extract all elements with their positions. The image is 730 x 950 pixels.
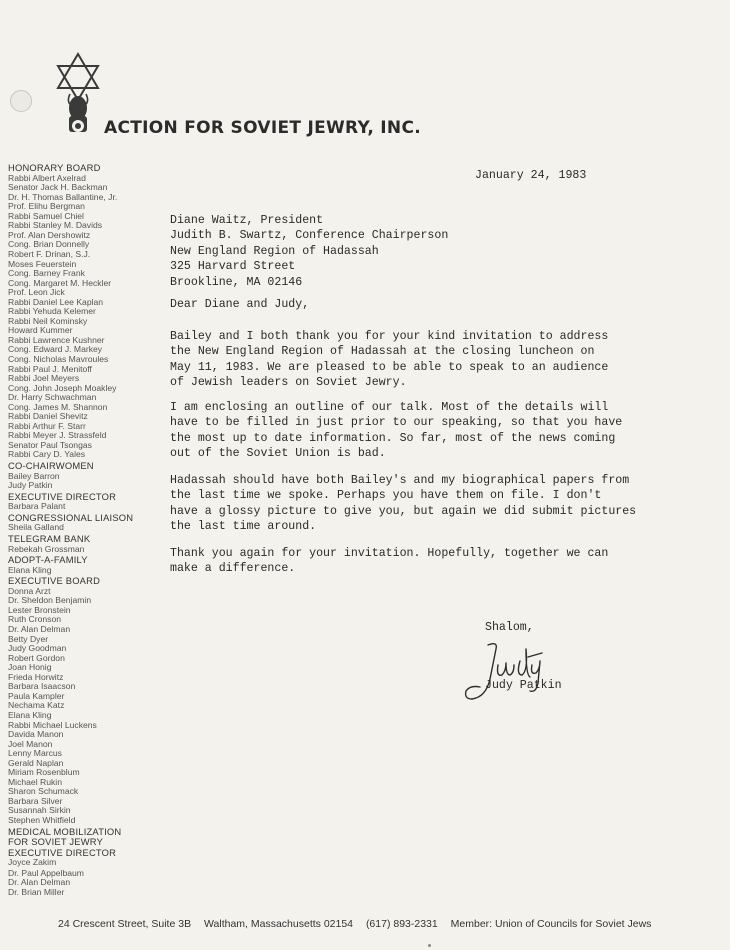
board-member-name: Senator Jack H. Backman — [8, 182, 108, 193]
board-member-name: Rabbi Albert Axelrad — [8, 172, 86, 183]
paragraph-line: the most up to date information. So far, most of the news coming — [170, 431, 616, 445]
board-member-name: Rabbi Meyer J. Strassfeld — [8, 430, 107, 441]
paragraph-line: have to be filled in just prior to our speaking, so that you have — [170, 416, 623, 430]
board-member-name: Davida Manon — [8, 729, 64, 740]
paragraph-line: the last time around. — [170, 520, 317, 534]
footer-member: Member: Union of Councils for Soviet Jews — [450, 918, 652, 930]
board-member-name: Nechama Katz — [8, 700, 65, 711]
board-member-name: Miriam Rosenblum — [8, 767, 80, 778]
address-line: 325 Harvard Street — [170, 260, 296, 274]
board-member-name: Rabbi Yehuda Kelemer — [8, 306, 96, 317]
board-member-name: Cong. Brian Donnelly — [8, 239, 90, 250]
board-member-name: Barbara Isaacson — [8, 681, 76, 692]
paragraph-line: out of the Soviet Union is bad. — [170, 447, 386, 461]
board-member-name: Robert F. Drinan, S.J. — [8, 248, 91, 259]
board-member-name: Elana Kling — [8, 709, 52, 720]
board-member-name: Rabbi Paul J. Menitoff — [8, 363, 92, 374]
board-section-heading: EXECUTIVE DIRECTOR — [8, 490, 117, 502]
paragraph-line: the New England Region of Hadassah at the closing luncheon on — [170, 345, 595, 359]
board-member-name: Ruth Cronson — [8, 614, 62, 625]
address-line: Diane Waitz, President — [170, 214, 324, 227]
board-member-name: Barbara Palant — [8, 501, 66, 512]
board-member-name: Robert Gordon — [8, 652, 65, 663]
board-section-heading: EXECUTIVE DIRECTOR — [8, 846, 117, 858]
board-member-name: Dr. Sheldon Benjamin — [8, 595, 92, 606]
board-section — [8, 555, 158, 575]
closing: Shalom, — [485, 621, 534, 634]
organization-name: ACTION FOR SOVIET JEWRY, INC. — [104, 118, 421, 138]
address-line: New England Region of Hadassah — [170, 244, 379, 258]
board-member-name: Gerald Naplan — [8, 757, 64, 768]
footer-city: Waltham, Massachusetts 02154 — [204, 918, 354, 930]
recipient-address — [170, 213, 448, 290]
board-member-name: Dr. Harry Schwachman — [8, 392, 97, 403]
board-member-name: Prof. Leon Jick — [8, 287, 65, 298]
letter-date: January 24, 1983 — [475, 169, 587, 182]
paragraph-3 — [170, 473, 670, 535]
board-member-name: Prof. Alan Dershowitz — [8, 229, 91, 240]
board-section — [8, 163, 158, 460]
board-section-heading: CONGRESSIONAL LIAISON — [8, 511, 134, 523]
footer-phone: (617) 893-2331 — [365, 918, 438, 930]
board-member-name: Rabbi Samuel Chiel — [8, 210, 84, 221]
board-member-name: Howard Kummer — [8, 325, 73, 336]
paragraph-line: May 11, 1983. We are pleased to be able to speak to an audience — [170, 360, 609, 374]
board-member-name: Rabbi Stanley M. Davids — [8, 220, 103, 231]
paragraph-line: the last time we spoke. Perhaps you have them on file. I don't — [170, 489, 602, 503]
board-member-name: Elana Kling — [8, 564, 52, 575]
punch-hole — [10, 90, 32, 112]
board-member-name: Bailey Barron — [8, 470, 60, 481]
board-member-name: Cong. Barney Frank — [8, 268, 85, 279]
board-member-name: Prof. Elihu Bergman — [8, 201, 85, 212]
board-section-heading: ADOPT-A-FAMILY — [8, 554, 88, 566]
paragraph-line: Hadassah should have both Bailey's and my biographical papers from — [170, 474, 630, 487]
paragraph-line: I am enclosing an outline of our talk. Most of the details will — [170, 401, 609, 414]
board-member-name: Rabbi Joel Meyers — [8, 373, 80, 384]
board-section-heading: TELEGRAM BANK — [8, 532, 91, 544]
board-section — [8, 576, 158, 825]
board-member-name: Dr. Paul Appelbaum — [8, 867, 84, 878]
board-section-heading: CO-CHAIRWOMEN — [8, 460, 94, 471]
board-member-name: Joan Honig — [8, 662, 52, 673]
page-mark — [428, 944, 431, 947]
board-section-heading: HONORARY BOARD — [8, 162, 101, 173]
salutation: Dear Diane and Judy, — [170, 298, 310, 311]
paragraph-line: of Jewish leaders on Soviet Jewry. — [170, 376, 407, 390]
footer-address: 24 Crescent Street, Suite 3B — [58, 918, 192, 930]
board-member-name: Rabbi Michael Luckens — [8, 719, 97, 730]
board-member-name: Dr. Brian Miller — [8, 886, 65, 897]
board-member-name: Stephen Whitfield — [8, 814, 76, 825]
letterhead-footer — [58, 918, 661, 930]
board-member-name: Rabbi Neil Kominsky — [8, 315, 88, 326]
board-section — [8, 848, 158, 868]
board-member-name: Cong. Edward J. Markey — [8, 344, 103, 355]
paragraph-line: make a difference. — [170, 562, 296, 576]
board-member-name: Rabbi Arthur F. Starr — [8, 420, 86, 431]
board-member-name: Rabbi Daniel Shevitz — [8, 411, 88, 422]
board-section — [8, 869, 158, 898]
board-listing — [8, 163, 158, 897]
board-member-name: Rabbi Cary D. Yales — [8, 449, 86, 460]
paragraph-line: Bailey and I both thank you for your kind invitation to address — [170, 330, 609, 343]
board-section — [8, 534, 158, 554]
board-section-heading: EXECUTIVE BOARD — [8, 575, 101, 587]
board-member-name: Rabbi Daniel Lee Kaplan — [8, 296, 104, 307]
board-member-name: Donna Arzt — [8, 585, 51, 596]
board-member-name: Dr. Alan Delman — [8, 877, 71, 888]
board-member-name: Joyce Zakim — [8, 857, 57, 868]
board-member-name: Joel Manon — [8, 738, 53, 749]
paragraph-4 — [170, 546, 670, 577]
board-member-name: Judy Patkin — [8, 480, 53, 491]
paragraph-line: Thank you again for your invitation. Hopefully, together we can — [170, 547, 609, 560]
address-line: Brookline, MA 02146 — [170, 275, 303, 289]
handwritten-signature — [458, 635, 548, 705]
star-of-david-figure-icon — [52, 50, 104, 140]
paragraph-2 — [170, 400, 670, 462]
board-member-name: Rabbi Lawrence Kushner — [8, 334, 105, 345]
board-member-name: Dr. H. Thomas Ballantine, Jr. — [8, 191, 118, 202]
board-member-name: Cong. Margaret M. Heckler — [8, 277, 112, 288]
board-section — [8, 492, 158, 512]
board-section — [8, 461, 158, 491]
board-member-name: Barbara Silver — [8, 795, 63, 806]
board-section-heading: MEDICAL MOBILIZATION — [8, 825, 122, 837]
board-member-name: Lenny Marcus — [8, 748, 62, 759]
paragraph-line: have a glossy picture to give you, but again we did submit pictures — [170, 504, 637, 518]
board-section — [8, 513, 158, 533]
board-member-name: Sharon Schumack — [8, 786, 79, 797]
board-member-name: Sheila Galland — [8, 522, 64, 533]
board-member-name: Betty Dyer — [8, 633, 49, 644]
board-member-name: Paula Kampler — [8, 690, 65, 701]
board-member-name: Moses Feuerstein — [8, 258, 77, 269]
board-member-name: Dr. Alan Delman — [8, 624, 71, 635]
board-member-name: Judy Goodman — [8, 643, 67, 654]
address-line: Judith B. Swartz, Conference Chairperson — [170, 229, 449, 243]
board-member-name: Susannah Sirkin — [8, 805, 71, 816]
board-member-name: Senator Paul Tsongas — [8, 439, 92, 450]
paragraph-1 — [170, 329, 670, 391]
board-member-name: Rebekah Grossman — [8, 543, 85, 554]
board-member-name: Michael Rukin — [8, 776, 62, 787]
board-member-name: Lester Bronstein — [8, 604, 71, 615]
board-member-name: Cong. Nicholas Mavroules — [8, 353, 109, 364]
board-member-name: Cong. James M. Shannon — [8, 401, 108, 412]
signer-name: Judy Patkin — [485, 679, 562, 692]
board-member-name: Frieda Horwitz — [8, 671, 64, 682]
board-section-heading: FOR SOVIET JEWRY — [8, 836, 104, 848]
board-member-name: Cong. John Joseph Moakley — [8, 382, 117, 393]
